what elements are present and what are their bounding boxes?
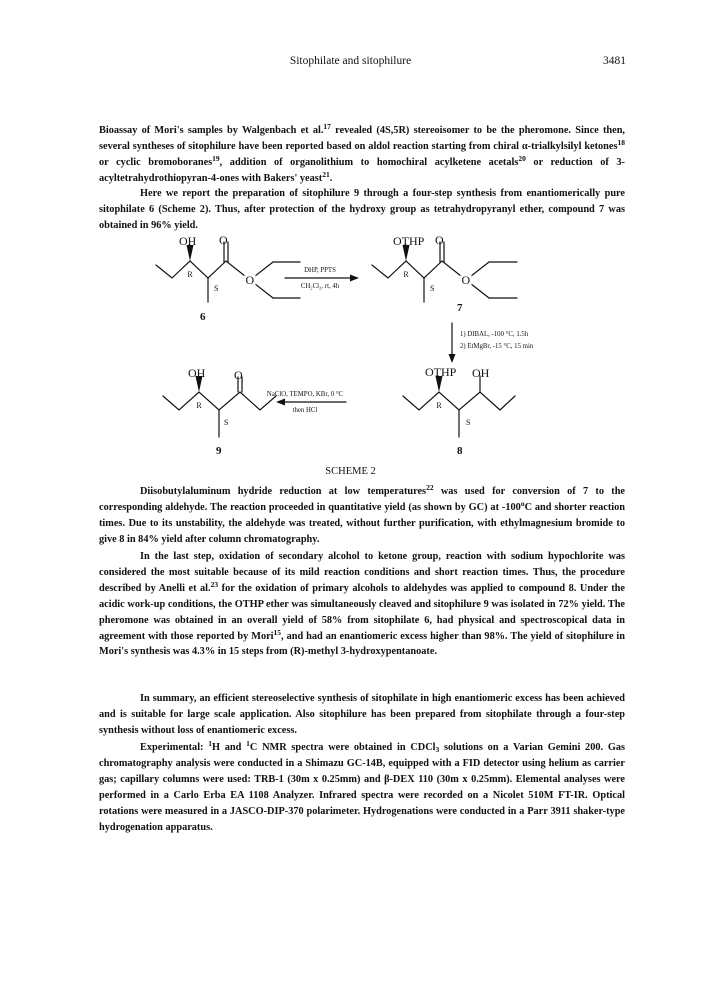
- p3-text-c: C and shorter reaction times. Due to its unstability, the aldehyde was treated, without further purification, with ethylmagnesium bromide to give 8 in 84% yield after column chromatography.: [99, 501, 626, 545]
- ester-o-label-7: O: [461, 273, 471, 287]
- p6-text-c: solutions on a Varian Gemini 200. Gas chromatography analysis were conducted in a Shimazu GC-14B, equipped with a FID detector using helium as carrier gas; capillary columns were used: TRB-1 (30m x 0.25mm) and β-DEX 110 (30m x 0.25mm). Elemental analyses were performed in a Carlo Erba EA 1108 Analyzer. Infrared spectra were recorded on a Nicolet 510M FT-IR. Optical rotations were measured in a JASCO-DIP-370 polarimeter. Hydrogenations were conducted in a Parr 3911 shaker-type hydrogenation apparatus.: [99, 742, 625, 833]
- ref-17: 17: [323, 122, 331, 131]
- r-label-7: R: [403, 270, 409, 279]
- ref-22: 22: [426, 483, 434, 492]
- othp-label-7: OTHP: [393, 234, 425, 248]
- c-nmr-superscript: 1: [246, 739, 250, 748]
- oh-label-8: OH: [472, 366, 490, 380]
- step1-conditions: CH₂Cl₂, rt, 4h: [300, 283, 340, 290]
- degree-sign: o: [520, 498, 525, 508]
- compound-8-label: 8: [457, 445, 463, 457]
- h-nmr-superscript: 1: [208, 739, 213, 748]
- p1-text-b: revealed (4S,5R) stereoisomer to be the pheromone. Since then, several syntheses of sitophilure have been reported based on aldol reaction starting from chiral α-trialkylsilyl ketones: [99, 125, 626, 152]
- paragraph-oxidation: [99, 549, 625, 660]
- r-label-6: R: [187, 270, 193, 279]
- step2-line1: 1) DIBAL, -100 °C, 1.5h: [460, 331, 529, 338]
- paragraph-reduction: [99, 484, 625, 548]
- s-label-7: S: [430, 284, 435, 293]
- ester-o-label-6: O: [245, 273, 255, 287]
- p1-text-f: .: [329, 172, 333, 184]
- p1-text-e: or reduction of 3-acyltetrahydrothiopyran-4-ones with Bakers' yeast: [99, 156, 625, 184]
- oxo-label-6: O: [219, 233, 228, 247]
- p4-text-a: In the last step, oxidation of secondary alcohol to ketone group, reaction with sodium hypochlorite was considered the most suitable because of its mild reaction conditions and short reaction times. Thus, the procedure described by Anelli et al.: [99, 551, 625, 594]
- p5-text: In summary, an efficient stereoselective synthesis of sitophilate in high enantiomeric excess has been achieved and is suitable for large scale application. Also sitophilure has been prepared from sitophilate through a four-step synthesis without loss of enantiomeric excess.: [99, 693, 625, 736]
- ref-23: 23: [210, 579, 219, 589]
- p1-text-a: Bioassay of Mori's samples by Walgenbach et al.: [99, 125, 324, 136]
- compound-6-label: 6: [200, 311, 206, 323]
- ref-19: 19: [212, 153, 220, 163]
- r-label-9: R: [196, 401, 202, 410]
- step1-reagents: DHP, PPTS: [304, 267, 336, 274]
- oh-label-9: OH: [188, 366, 206, 380]
- cdcl3-subscript: 3: [435, 745, 440, 754]
- ref-18: 18: [617, 137, 625, 147]
- step3-reagents: NaClO, TEMPO, KBr, 0 °C: [266, 391, 344, 398]
- p1-text-d: , addition of organolithium to homochiral acylketene acetals: [219, 156, 519, 168]
- running-header-title: Sitophilate and sitophilure: [289, 55, 412, 67]
- s-label-9: S: [224, 418, 229, 427]
- ref-21: 21: [322, 169, 330, 179]
- s-label-8: S: [466, 418, 471, 427]
- page-number: 3481: [603, 55, 626, 67]
- ref-20: 20: [518, 153, 526, 163]
- p4-text-c: , and had an enantiomeric excess higher than 98%. The yield of sitophilure in Mori's synthesis was 4.3% in 15 steps from (R)-methyl 3-hydroxypentanoate.: [99, 630, 625, 658]
- p3-text-a: Diisobutylaluminum hydride reduction at low temperatures: [140, 486, 427, 497]
- p3-text-b: was used for conversion of 7 to the corresponding aldehyde. The reaction proceeded in quantitative yield (as shown by GC) at -100: [99, 486, 625, 513]
- ref-15: 15: [273, 627, 282, 637]
- compound-9-label: 9: [216, 445, 222, 457]
- oh-label-6: OH: [179, 234, 197, 248]
- p6-text-a: H and: [212, 742, 247, 753]
- oxo-label-7: O: [435, 233, 444, 247]
- p4-text-b: for the oxidation of primary alcohols to aldehydes was applied to compound 8. Under the acidic work-up conditions, the OTHP ether was simultaneously cleaved and sitophilure 9 was isolated in 72% yield. The pheromone was obtained in an overall yield of 58% from sitophilate 6, had physical and spectroscopical data in agreement with those reported by Mori: [99, 582, 625, 642]
- p6-text-b: C NMR spectra were obtained in CDCl: [249, 742, 436, 753]
- step3-conditions: then HCl: [292, 407, 318, 414]
- step2-line2: 2) EtMgBr, -15 °C, 15 min: [460, 343, 534, 350]
- s-label-6: S: [214, 284, 219, 293]
- scheme-label: SCHEME 2: [325, 466, 376, 477]
- othp-label-8: OTHP: [425, 365, 457, 379]
- compound-7-label: 7: [457, 302, 463, 314]
- paragraph-summary: [99, 691, 625, 739]
- paragraph-experimental: [99, 740, 625, 835]
- p2-text: Here we report the preparation of sitophilure 9 through a four-step synthesis from enantiomerically pure sitophilate 6 (Scheme 2). Thus, after protection of the hydroxy group as tetrahydropyranyl ether, compound 7 was obtained in 96% yield.: [99, 188, 625, 231]
- r-label-8: R: [436, 401, 442, 410]
- experimental-heading: Experimental:: [140, 742, 204, 753]
- oxo-label-9: O: [234, 368, 243, 382]
- p1-text-c: or cyclic bromoboranes: [99, 156, 213, 168]
